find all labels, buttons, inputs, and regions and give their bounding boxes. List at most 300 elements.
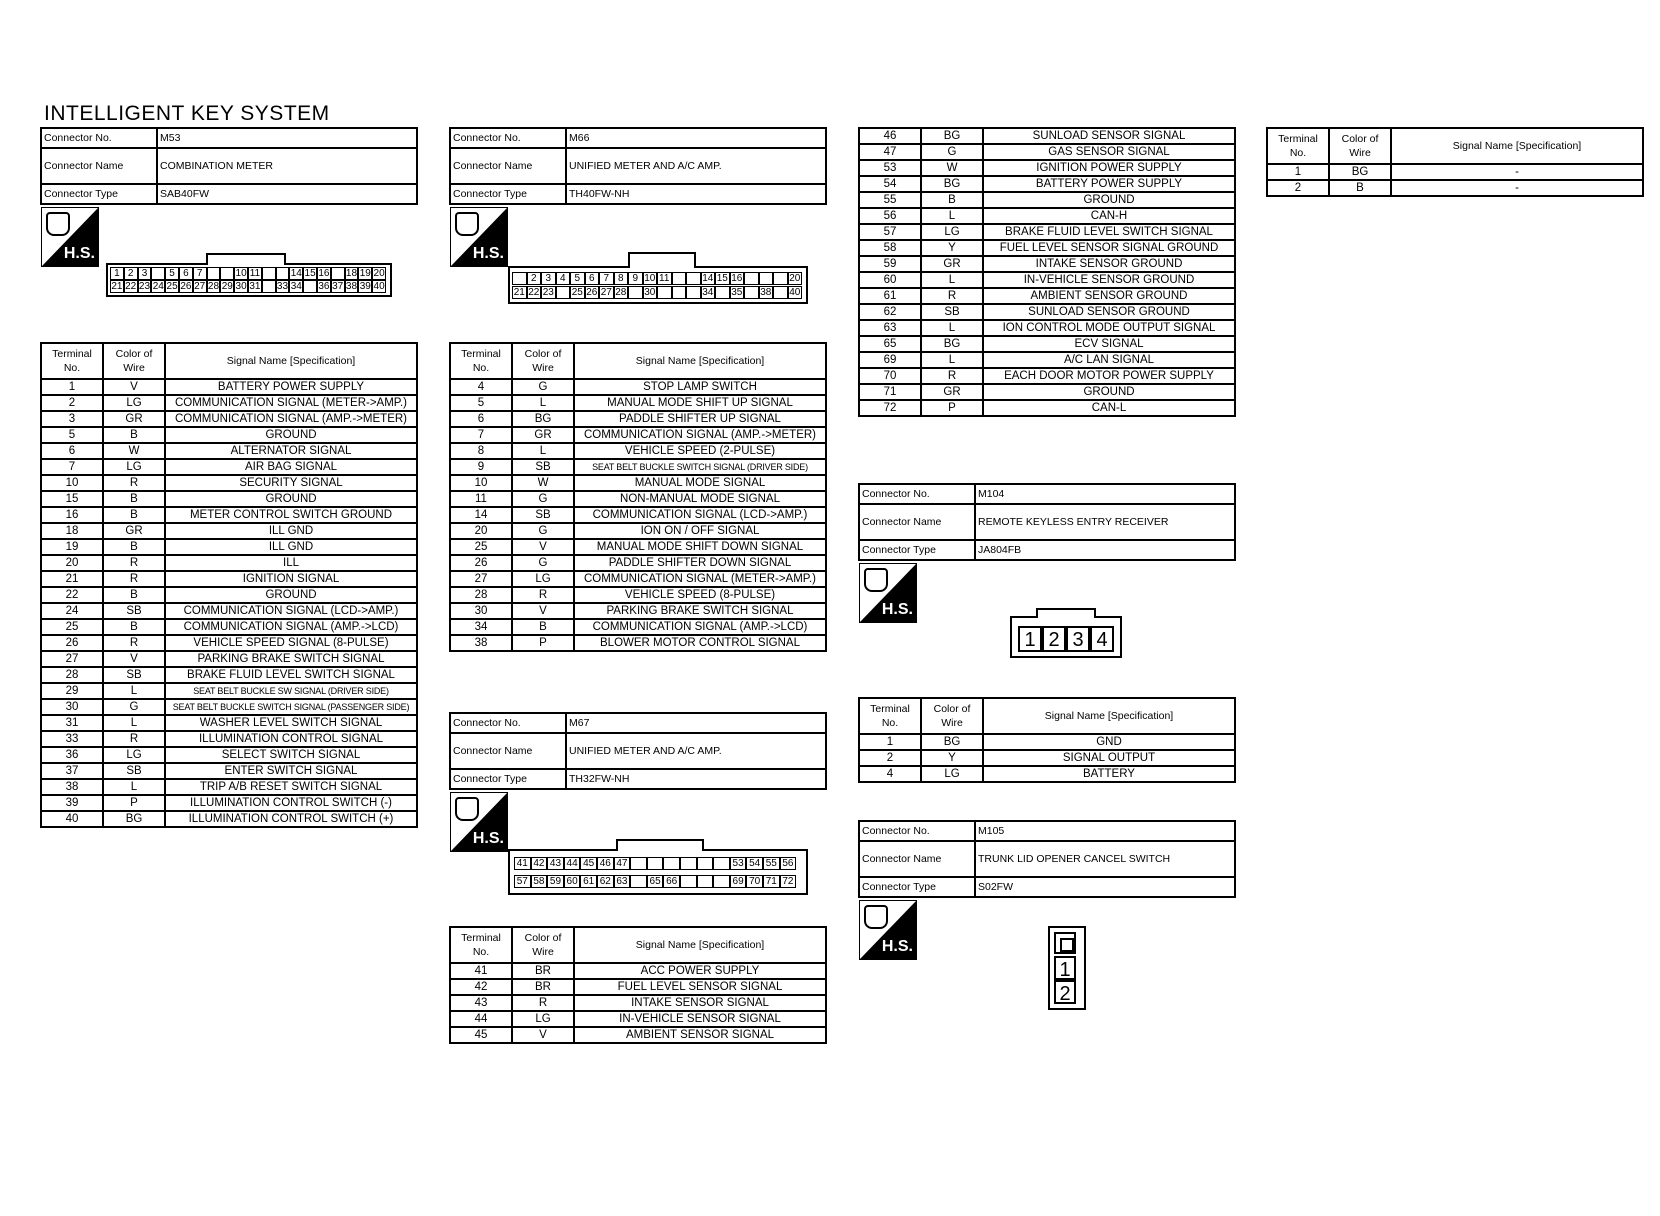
wire-color-cell: B [512, 619, 574, 635]
connector-pin [773, 286, 788, 299]
table-row [41, 747, 417, 763]
terminal-no-cell: 30 [450, 603, 512, 619]
terminal-no-cell: 27 [450, 571, 512, 587]
connector-pin: 28 [615, 287, 627, 298]
table-row [41, 411, 417, 427]
m67-terminal-table-continued [858, 127, 1236, 417]
terminal-no-cell: 40 [41, 811, 103, 827]
wire-color-cell: L [921, 320, 983, 336]
signal-name-cell: GND [983, 734, 1235, 750]
table-row [859, 208, 1235, 224]
signal-name-cell: ECV SIGNAL [983, 336, 1235, 352]
terminal-no-cell: 38 [41, 779, 103, 795]
connector-pin: 16 [318, 268, 330, 279]
table-row [450, 507, 826, 523]
terminal-no-cell: 58 [859, 240, 921, 256]
table-row [41, 459, 417, 475]
connector-pin [512, 272, 527, 285]
connector-pin [220, 267, 234, 280]
wire-color-cell: V [512, 539, 574, 555]
terminal-no-cell: 24 [41, 603, 103, 619]
connector-pin: 29 [221, 281, 233, 292]
table-row [859, 352, 1235, 368]
hs-harness-side-icon [859, 563, 917, 623]
table-row [450, 459, 826, 475]
terminal-no-cell: 2 [41, 395, 103, 411]
m66-connector-face [508, 266, 808, 304]
connector-pin [647, 857, 664, 870]
signal-name-cell: VEHICLE SPEED (8-PULSE) [574, 587, 826, 603]
table-row [859, 336, 1235, 352]
terminal-no-cell: 70 [859, 368, 921, 384]
connector-pin: 2 [1042, 626, 1066, 652]
connector-name-label: Connector Name [859, 841, 975, 877]
wire-color-cell: SB [921, 304, 983, 320]
connector-pin: 4 [1090, 626, 1114, 652]
signal-name-cell: SEAT BELT BUCKLE SWITCH SIGNAL (PASSENGER SIDE) [165, 699, 417, 715]
signal-name-cell: A/C LAN SIGNAL [983, 352, 1235, 368]
wire-color-cell: R [103, 731, 165, 747]
connector-pin: 22 [125, 281, 137, 292]
table-row [450, 963, 826, 979]
signal-name-cell: - [1391, 164, 1643, 180]
signal-name-cell: GROUND [165, 427, 417, 443]
terminal-no-cell: 19 [41, 539, 103, 555]
connector-pin: 16 [731, 273, 743, 284]
wire-color-cell: SB [103, 763, 165, 779]
connector-no-value: M104 [975, 484, 1235, 504]
connector-pin: 27 [194, 281, 206, 292]
connector-pin: 41 [514, 857, 531, 870]
connector-pin: 25 [166, 281, 178, 292]
table-row [41, 779, 417, 795]
table-row [450, 411, 826, 427]
terminal-no-cell: 54 [859, 176, 921, 192]
connector-pin: 62 [597, 875, 614, 888]
signal-name-cell: COMMUNICATION SIGNAL (AMP.->LCD) [574, 619, 826, 635]
wire-color-cell: R [103, 635, 165, 651]
connector-pin [630, 875, 647, 888]
wire-color-cell: V [103, 379, 165, 395]
connector-pin [713, 875, 730, 888]
connector-pin: 31 [249, 281, 261, 292]
connector-pin [262, 267, 276, 280]
signal-name-cell: METER CONTROL SWITCH GROUND [165, 507, 417, 523]
signal-name-cell: STOP LAMP SWITCH [574, 379, 826, 395]
terminal-no-cell: 60 [859, 272, 921, 288]
wire-color-cell: B [1329, 180, 1391, 196]
wire-color-cell: LG [512, 1011, 574, 1027]
terminal-no-cell: 20 [450, 523, 512, 539]
table-row [450, 571, 826, 587]
table-row [450, 443, 826, 459]
terminal-no-header: Terminal No. [450, 927, 512, 963]
table-row [41, 475, 417, 491]
connector-type-value: JA804FB [975, 540, 1235, 560]
table-row [859, 750, 1235, 766]
connector-pin: 14 [702, 273, 714, 284]
table-row [41, 795, 417, 811]
connector-name-label: Connector Name [859, 504, 975, 540]
wire-color-cell: SB [103, 603, 165, 619]
connector-pin: 9 [628, 272, 643, 285]
terminal-no-cell: 59 [859, 256, 921, 272]
signal-name-cell: ILLUMINATION CONTROL SIGNAL [165, 731, 417, 747]
connector-pin [697, 857, 714, 870]
signal-name-cell: ION CONTROL MODE OUTPUT SIGNAL [983, 320, 1235, 336]
signal-name-cell: PADDLE SHIFTER DOWN SIGNAL [574, 555, 826, 571]
wire-color-cell: BR [512, 963, 574, 979]
terminal-no-cell: 47 [859, 144, 921, 160]
table-row [450, 523, 826, 539]
terminal-no-cell: 36 [41, 747, 103, 763]
terminal-no-cell: 7 [450, 427, 512, 443]
connector-no-label: Connector No. [41, 128, 157, 148]
connector-pin [680, 857, 697, 870]
signal-name-cell: BATTERY [983, 766, 1235, 782]
m104-connector-face [1010, 616, 1122, 658]
terminal-no-cell: 55 [859, 192, 921, 208]
connector-pin: 8 [614, 272, 629, 285]
terminal-no-cell: 53 [859, 160, 921, 176]
connector-pin: 61 [580, 875, 597, 888]
terminal-no-cell: 16 [41, 507, 103, 523]
terminal-no-cell: 30 [41, 699, 103, 715]
connector-name-label: Connector Name [450, 733, 566, 769]
signal-name-cell: MANUAL MODE SHIFT DOWN SIGNAL [574, 539, 826, 555]
wire-color-cell: R [512, 587, 574, 603]
table-row [859, 288, 1235, 304]
connector-no-value: M53 [157, 128, 417, 148]
connector-pin: 11 [657, 272, 672, 285]
terminal-no-cell: 34 [450, 619, 512, 635]
wire-color-cell: R [103, 555, 165, 571]
connector-no-value: M66 [566, 128, 826, 148]
terminal-no-cell: 15 [41, 491, 103, 507]
connector-pin: 18 [345, 268, 358, 279]
signal-name-cell: COMMUNICATION SIGNAL (LCD->AMP.) [165, 603, 417, 619]
signal-name-cell: VEHICLE SPEED SIGNAL (8-PULSE) [165, 635, 417, 651]
terminal-no-cell: 44 [450, 1011, 512, 1027]
connector-pin: 2 [1054, 980, 1076, 1004]
signal-name-cell: MANUAL MODE SIGNAL [574, 475, 826, 491]
signal-name-cell: GROUND [165, 587, 417, 603]
wire-color-cell: B [103, 539, 165, 555]
connector-pin: 23 [542, 287, 554, 298]
terminal-no-cell: 1 [1267, 164, 1329, 180]
connector-pin: 10 [235, 268, 247, 279]
wire-color-cell: B [103, 619, 165, 635]
signal-name-header: Signal Name [Specification] [983, 698, 1235, 734]
connector-pin [207, 267, 221, 280]
signal-name-cell: ILLUMINATION CONTROL SWITCH (-) [165, 795, 417, 811]
table-row [450, 635, 826, 651]
wire-color-cell: L [921, 208, 983, 224]
connector-pin: 45 [580, 857, 597, 870]
m66-header [449, 127, 827, 205]
table-row [450, 539, 826, 555]
connector-pin: 40 [373, 281, 385, 292]
wire-color-cell: GR [921, 256, 983, 272]
connector-pin [744, 286, 759, 299]
terminal-no-cell: 2 [859, 750, 921, 766]
signal-name-cell: PARKING BRAKE SWITCH SIGNAL [165, 651, 417, 667]
terminal-no-cell: 38 [450, 635, 512, 651]
terminal-no-cell: 45 [450, 1027, 512, 1043]
table-row [1267, 180, 1643, 196]
table-row [41, 379, 417, 395]
wire-color-cell: BG [921, 128, 983, 144]
connector-type-value: TH32FW-NH [566, 769, 826, 789]
table-row [1267, 164, 1643, 180]
signal-name-cell: COMMUNICATION SIGNAL (LCD->AMP.) [574, 507, 826, 523]
wire-color-cell: SB [103, 667, 165, 683]
connector-name-label: Connector Name [450, 148, 566, 184]
connector-pin [630, 857, 647, 870]
connector-pin: 21 [111, 281, 123, 292]
table-row [450, 603, 826, 619]
signal-name-cell: CAN-L [983, 400, 1235, 416]
connector-pin: 33 [276, 281, 289, 292]
connector-pin: 65 [647, 875, 664, 888]
connector-pin: 6 [585, 272, 600, 285]
terminal-no-cell: 26 [41, 635, 103, 651]
table-row [41, 491, 417, 507]
signal-name-cell: ILLUMINATION CONTROL SWITCH (+) [165, 811, 417, 827]
signal-name-cell: COMMUNICATION SIGNAL (METER->AMP.) [574, 571, 826, 587]
table-row [859, 240, 1235, 256]
hs-label: H.S. [63, 245, 95, 262]
wire-color-cell: G [921, 144, 983, 160]
hs-harness-side-icon [450, 207, 508, 267]
connector-type-label: Connector Type [450, 184, 566, 204]
table-row [859, 176, 1235, 192]
terminal-no-header: Terminal No. [859, 698, 921, 734]
color-of-wire-header: Color of Wire [921, 698, 983, 734]
terminal-no-cell: 57 [859, 224, 921, 240]
table-row [41, 651, 417, 667]
connector-name-value: REMOTE KEYLESS ENTRY RECEIVER [975, 504, 1235, 540]
wire-color-cell: L [103, 683, 165, 699]
signal-name-cell: ILL GND [165, 523, 417, 539]
table-row [859, 400, 1235, 416]
wire-color-cell: L [921, 272, 983, 288]
signal-name-cell: CAN-H [983, 208, 1235, 224]
terminal-no-cell: 39 [41, 795, 103, 811]
wire-color-cell: L [103, 715, 165, 731]
signal-name-cell: COMMUNICATION SIGNAL (AMP.->LCD) [165, 619, 417, 635]
wire-color-cell: R [921, 368, 983, 384]
terminal-no-cell: 61 [859, 288, 921, 304]
color-of-wire-header: Color of Wire [103, 343, 165, 379]
connector-pin: 28 [207, 281, 220, 292]
signal-name-cell: AMBIENT SENSOR SIGNAL [574, 1027, 826, 1043]
connector-pin: 26 [586, 287, 598, 298]
wire-color-cell: G [512, 379, 574, 395]
connector-pin [556, 286, 571, 299]
terminal-no-cell: 5 [450, 395, 512, 411]
table-row [41, 587, 417, 603]
connector-pin: 59 [547, 875, 564, 888]
connector-pin [276, 267, 290, 280]
terminal-no-cell: 5 [41, 427, 103, 443]
wire-color-cell: L [512, 395, 574, 411]
connector-pin [773, 272, 788, 285]
connector-no-value: M67 [566, 713, 826, 733]
m104-terminal-table [858, 697, 1236, 783]
connector-pin [686, 286, 701, 299]
connector-no-label: Connector No. [450, 128, 566, 148]
hs-harness-side-icon [41, 207, 99, 267]
signal-name-cell: IGNITION SIGNAL [165, 571, 417, 587]
connector-pin [697, 875, 714, 888]
signal-name-cell: ILL GND [165, 539, 417, 555]
signal-name-cell: ILL [165, 555, 417, 571]
connector-pin: 14 [290, 268, 302, 279]
connector-pin: 30 [644, 287, 656, 298]
wire-color-cell: BG [512, 411, 574, 427]
connector-pin [262, 280, 276, 293]
connector-pin: 43 [547, 857, 564, 870]
terminal-no-cell: 69 [859, 352, 921, 368]
table-row [450, 475, 826, 491]
wire-color-cell: G [103, 699, 165, 715]
connector-name-label: Connector Name [41, 148, 157, 184]
table-row [41, 427, 417, 443]
m105-terminal-table [1266, 127, 1644, 197]
signal-name-cell: EACH DOOR MOTOR POWER SUPPLY [983, 368, 1235, 384]
connector-pin: 55 [763, 857, 780, 870]
connector-pin: 11 [249, 268, 261, 279]
signal-name-cell: IN-VEHICLE SENSOR SIGNAL [574, 1011, 826, 1027]
connector-type-label: Connector Type [41, 184, 157, 204]
table-row [859, 128, 1235, 144]
terminal-no-cell: 2 [1267, 180, 1329, 196]
terminal-no-cell: 56 [859, 208, 921, 224]
table-row [450, 1027, 826, 1043]
connector-pin: 38 [345, 281, 358, 292]
table-row [41, 555, 417, 571]
terminal-no-cell: 1 [41, 379, 103, 395]
table-row [859, 192, 1235, 208]
wire-color-cell: LG [103, 459, 165, 475]
connector-pin: 30 [235, 281, 247, 292]
connector-latch [616, 839, 704, 851]
connector-pin: 44 [564, 857, 581, 870]
terminal-no-cell: 10 [41, 475, 103, 491]
connector-pin: 22 [528, 287, 540, 298]
connector-type-label: Connector Type [859, 877, 975, 897]
signal-name-cell: TRIP A/B RESET SWITCH SIGNAL [165, 779, 417, 795]
terminal-no-cell: 42 [450, 979, 512, 995]
wire-color-cell: SB [512, 459, 574, 475]
connector-pin [759, 272, 774, 285]
wire-color-cell: R [512, 995, 574, 1011]
connector-key [1054, 932, 1076, 954]
connector-type-value: SAB40FW [157, 184, 417, 204]
signal-name-cell: - [1391, 180, 1643, 196]
terminal-no-header: Terminal No. [450, 343, 512, 379]
signal-name-cell: FUEL LEVEL SENSOR SIGNAL [574, 979, 826, 995]
signal-name-header: Signal Name [Specification] [574, 927, 826, 963]
terminal-no-cell: 29 [41, 683, 103, 699]
connector-no-label: Connector No. [450, 713, 566, 733]
wire-color-cell: LG [103, 747, 165, 763]
wire-color-cell: L [512, 443, 574, 459]
connector-pin: 3 [1066, 626, 1090, 652]
connector-pin [686, 272, 701, 285]
terminal-no-cell: 41 [450, 963, 512, 979]
signal-name-cell: BRAKE FLUID LEVEL SWITCH SIGNAL [165, 667, 417, 683]
table-row [450, 587, 826, 603]
m105-connector-face [1048, 926, 1086, 1010]
table-row [41, 395, 417, 411]
terminal-no-cell: 43 [450, 995, 512, 1011]
signal-name-cell: WASHER LEVEL SWITCH SIGNAL [165, 715, 417, 731]
connector-pin: 25 [571, 287, 583, 298]
signal-name-cell: SIGNAL OUTPUT [983, 750, 1235, 766]
wire-color-cell: G [512, 555, 574, 571]
connector-pin: 54 [746, 857, 763, 870]
table-row [41, 683, 417, 699]
connector-pin: 27 [600, 287, 612, 298]
signal-name-cell: BLOWER MOTOR CONTROL SIGNAL [574, 635, 826, 651]
signal-name-cell: INTAKE SENSOR SIGNAL [574, 995, 826, 1011]
connector-pin: 1 [1018, 626, 1042, 652]
table-row [41, 619, 417, 635]
connector-pin: 66 [663, 875, 680, 888]
connector-pin: 10 [644, 273, 656, 284]
connector-pin: 40 [789, 287, 801, 298]
terminal-no-cell: 33 [41, 731, 103, 747]
connector-pin: 53 [730, 857, 747, 870]
table-row [41, 507, 417, 523]
wire-color-cell: LG [921, 766, 983, 782]
connector-pin [663, 857, 680, 870]
wire-color-cell: B [103, 587, 165, 603]
connector-pin: 69 [730, 875, 747, 888]
terminal-no-cell: 21 [41, 571, 103, 587]
m53-header [40, 127, 418, 205]
terminal-no-cell: 3 [41, 411, 103, 427]
wire-color-cell: BG [103, 811, 165, 827]
terminal-no-cell: 9 [450, 459, 512, 475]
connector-pin: 39 [359, 281, 371, 292]
wire-color-cell: P [512, 635, 574, 651]
table-row [41, 443, 417, 459]
signal-name-cell: GROUND [983, 384, 1235, 400]
connector-pin: 1 [110, 267, 124, 280]
connector-pin [303, 280, 317, 293]
signal-name-cell: GROUND [983, 192, 1235, 208]
table-row [41, 539, 417, 555]
terminal-no-cell: 37 [41, 763, 103, 779]
connector-pin: 34 [290, 281, 302, 292]
connector-pin: 37 [332, 281, 344, 292]
wire-color-cell: B [103, 427, 165, 443]
terminal-no-cell: 6 [450, 411, 512, 427]
table-row [859, 304, 1235, 320]
connector-pin: 70 [746, 875, 763, 888]
connector-pin [680, 875, 697, 888]
table-row [859, 144, 1235, 160]
m53-connector-face [106, 263, 392, 297]
terminal-no-cell: 1 [859, 734, 921, 750]
signal-name-cell: GAS SENSOR SIGNAL [983, 144, 1235, 160]
connector-pin [672, 286, 687, 299]
connector-pin: 57 [514, 875, 531, 888]
connector-pin [628, 286, 643, 299]
